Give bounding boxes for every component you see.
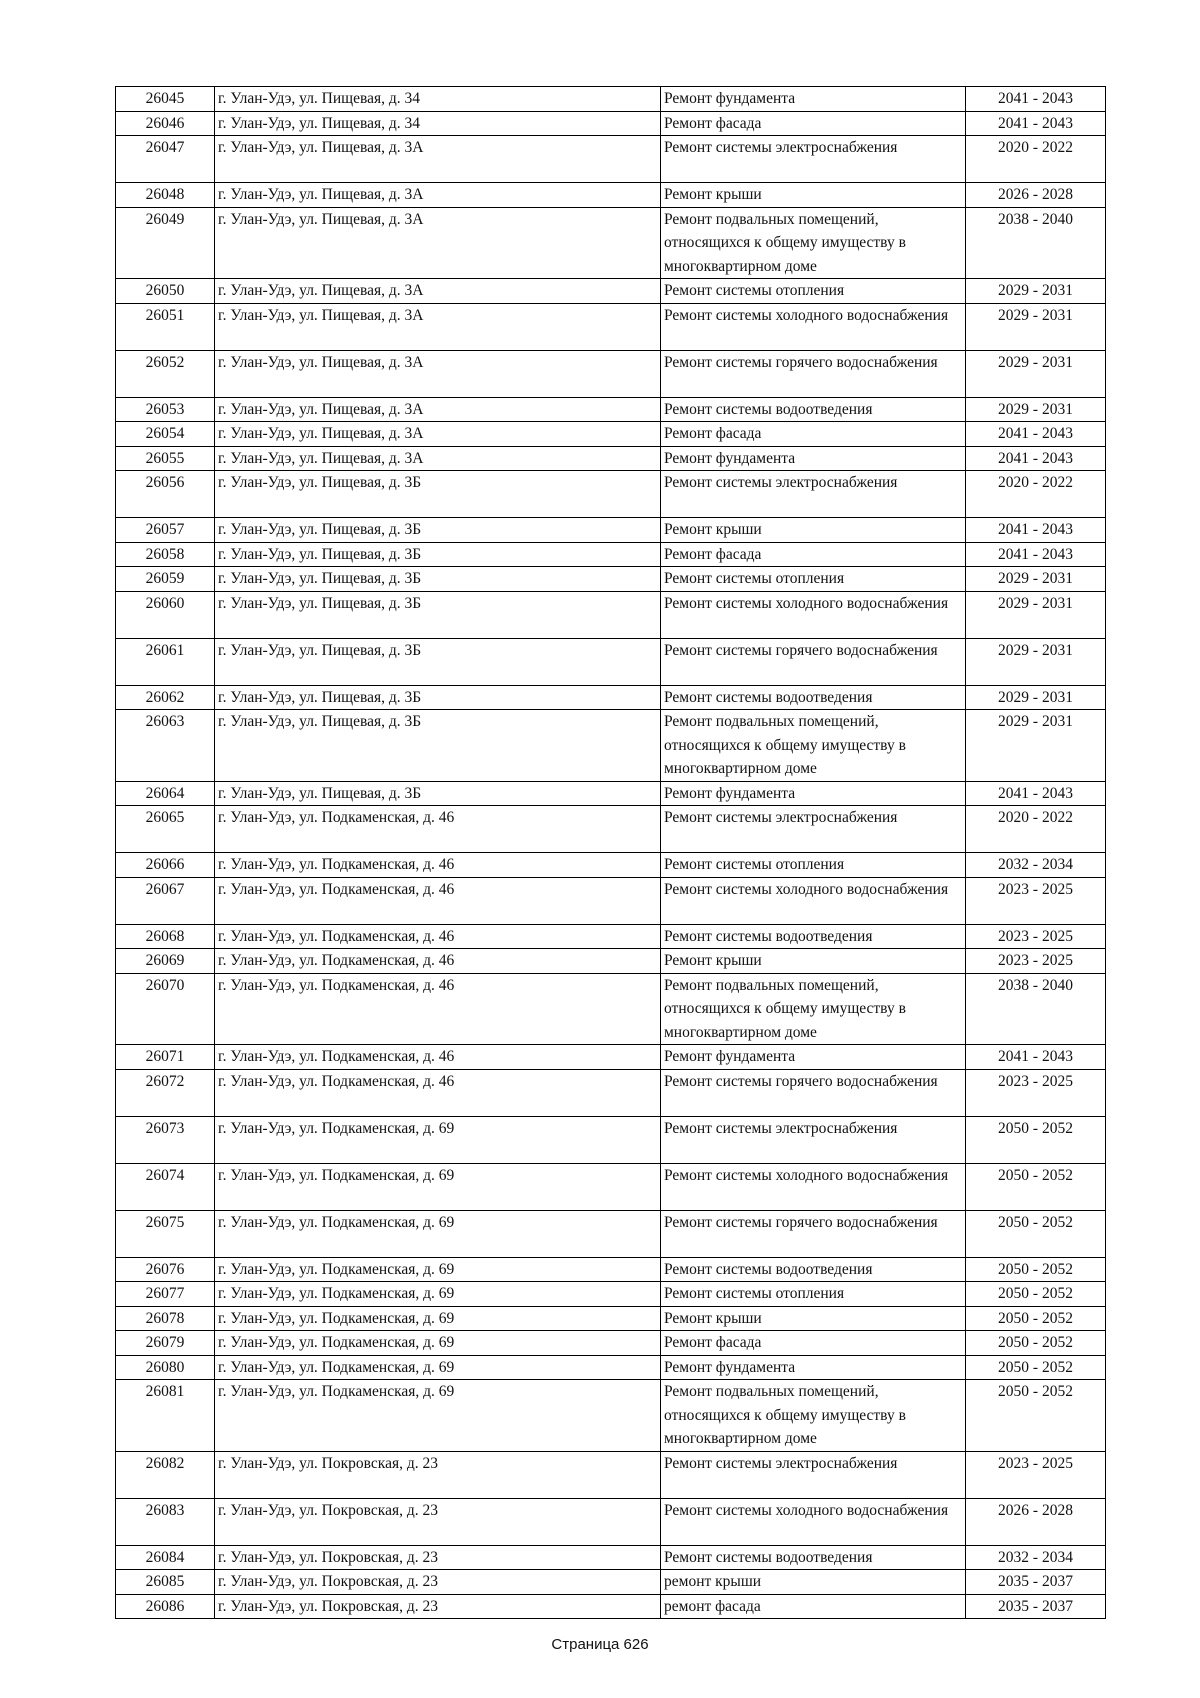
row-work-type: Ремонт подвальных помещений, относящихся к общему имуществу в многоквартирном доме	[661, 207, 966, 279]
row-work-type: Ремонт крыши	[661, 1306, 966, 1331]
table-row	[116, 207, 1106, 279]
row-period: 2023 - 2025	[966, 1451, 1106, 1498]
table-row	[116, 1257, 1106, 1282]
row-work-type: ремонт фасада	[661, 1594, 966, 1619]
row-period: 2029 - 2031	[966, 397, 1106, 422]
row-work-type: Ремонт системы электроснабжения	[661, 806, 966, 853]
row-number: 26054	[116, 422, 215, 447]
row-number: 26053	[116, 397, 215, 422]
table-row	[116, 1116, 1106, 1163]
table-row	[116, 973, 1106, 1045]
page-number: Страница 626	[551, 1636, 649, 1653]
table-row	[116, 1498, 1106, 1545]
row-work-type: Ремонт системы водоотведения	[661, 1545, 966, 1570]
row-number: 26084	[116, 1545, 215, 1570]
row-period: 2035 - 2037	[966, 1570, 1106, 1595]
table-row	[116, 1451, 1106, 1498]
row-period: 2038 - 2040	[966, 207, 1106, 279]
row-period: 2023 - 2025	[966, 1069, 1106, 1116]
row-period: 2050 - 2052	[966, 1282, 1106, 1307]
row-address: г. Улан-Удэ, ул. Покровская, д. 23	[215, 1451, 661, 1498]
row-address: г. Улан-Удэ, ул. Пищевая, д. 34	[215, 87, 661, 112]
row-address: г. Улан-Удэ, ул. Покровская, д. 23	[215, 1498, 661, 1545]
table-row	[116, 446, 1106, 471]
row-work-type: ремонт крыши	[661, 1570, 966, 1595]
row-number: 26050	[116, 279, 215, 304]
row-work-type: Ремонт системы горячего водоснабжения	[661, 638, 966, 685]
row-address: г. Улан-Удэ, ул. Подкаменская, д. 46	[215, 806, 661, 853]
table-row	[116, 806, 1106, 853]
table-row	[116, 422, 1106, 447]
table-row	[116, 853, 1106, 878]
row-address: г. Улан-Удэ, ул. Пищевая, д. 3А	[215, 350, 661, 397]
row-address: г. Улан-Удэ, ул. Подкаменская, д. 69	[215, 1163, 661, 1210]
table-row	[116, 303, 1106, 350]
row-period: 2029 - 2031	[966, 303, 1106, 350]
row-number: 26058	[116, 542, 215, 567]
row-work-type: Ремонт фундамента	[661, 781, 966, 806]
table-row	[116, 87, 1106, 112]
row-period: 2041 - 2043	[966, 446, 1106, 471]
row-address: г. Улан-Удэ, ул. Подкаменская, д. 69	[215, 1331, 661, 1356]
row-period: 2050 - 2052	[966, 1331, 1106, 1356]
row-address: г. Улан-Удэ, ул. Пищевая, д. 3Б	[215, 471, 661, 518]
row-period: 2029 - 2031	[966, 279, 1106, 304]
row-number: 26059	[116, 567, 215, 592]
table-row	[116, 781, 1106, 806]
row-period: 2023 - 2025	[966, 924, 1106, 949]
row-period: 2029 - 2031	[966, 710, 1106, 782]
row-work-type: Ремонт системы холодного водоснабжения	[661, 877, 966, 924]
row-period: 2029 - 2031	[966, 350, 1106, 397]
table-row	[116, 1545, 1106, 1570]
row-address: г. Улан-Удэ, ул. Пищевая, д. 3А	[215, 397, 661, 422]
row-period: 2032 - 2034	[966, 853, 1106, 878]
row-work-type: Ремонт системы горячего водоснабжения	[661, 1069, 966, 1116]
row-work-type: Ремонт фундамента	[661, 1355, 966, 1380]
table-row	[116, 1331, 1106, 1356]
row-period: 2050 - 2052	[966, 1355, 1106, 1380]
row-address: г. Улан-Удэ, ул. Пищевая, д. 3А	[215, 183, 661, 208]
row-number: 26051	[116, 303, 215, 350]
row-period: 2038 - 2040	[966, 973, 1106, 1045]
row-number: 26045	[116, 87, 215, 112]
table-row	[116, 1282, 1106, 1307]
row-period: 2050 - 2052	[966, 1116, 1106, 1163]
row-period: 2035 - 2037	[966, 1594, 1106, 1619]
row-period: 2029 - 2031	[966, 638, 1106, 685]
row-number: 26074	[116, 1163, 215, 1210]
row-address: г. Улан-Удэ, ул. Пищевая, д. 3А	[215, 279, 661, 304]
row-number: 26073	[116, 1116, 215, 1163]
table-row	[116, 638, 1106, 685]
row-work-type: Ремонт фундамента	[661, 1045, 966, 1070]
row-address: г. Улан-Удэ, ул. Подкаменская, д. 69	[215, 1380, 661, 1452]
row-address: г. Улан-Удэ, ул. Подкаменская, д. 69	[215, 1257, 661, 1282]
row-work-type: Ремонт крыши	[661, 183, 966, 208]
row-period: 2041 - 2043	[966, 781, 1106, 806]
row-address: г. Улан-Удэ, ул. Пищевая, д. 3А	[215, 207, 661, 279]
row-work-type: Ремонт подвальных помещений, относящихся к общему имуществу в многоквартирном доме	[661, 1380, 966, 1452]
row-address: г. Улан-Удэ, ул. Покровская, д. 23	[215, 1570, 661, 1595]
row-number: 26070	[116, 973, 215, 1045]
row-number: 26046	[116, 111, 215, 136]
table-row	[116, 685, 1106, 710]
row-work-type: Ремонт системы электроснабжения	[661, 1116, 966, 1163]
row-address: г. Улан-Удэ, ул. Подкаменская, д. 69	[215, 1210, 661, 1257]
row-address: г. Улан-Удэ, ул. Пищевая, д. 3Б	[215, 518, 661, 543]
table-row	[116, 877, 1106, 924]
row-period: 2026 - 2028	[966, 1498, 1106, 1545]
row-period: 2041 - 2043	[966, 518, 1106, 543]
table-row	[116, 1355, 1106, 1380]
row-work-type: Ремонт системы горячего водоснабжения	[661, 350, 966, 397]
row-period: 2041 - 2043	[966, 542, 1106, 567]
row-address: г. Улан-Удэ, ул. Пищевая, д. 3А	[215, 136, 661, 183]
row-address: г. Улан-Удэ, ул. Подкаменская, д. 46	[215, 1045, 661, 1070]
table-row	[116, 567, 1106, 592]
row-work-type: Ремонт подвальных помещений, относящихся к общему имуществу в многоквартирном доме	[661, 973, 966, 1045]
row-number: 26078	[116, 1306, 215, 1331]
row-period: 2050 - 2052	[966, 1380, 1106, 1452]
row-work-type: Ремонт фундамента	[661, 87, 966, 112]
row-number: 26072	[116, 1069, 215, 1116]
row-work-type: Ремонт системы холодного водоснабжения	[661, 1498, 966, 1545]
row-period: 2032 - 2034	[966, 1545, 1106, 1570]
table-row	[116, 350, 1106, 397]
row-period: 2050 - 2052	[966, 1257, 1106, 1282]
row-number: 26067	[116, 877, 215, 924]
table-row	[116, 1210, 1106, 1257]
row-address: г. Улан-Удэ, ул. Подкаменская, д. 69	[215, 1282, 661, 1307]
row-period: 2020 - 2022	[966, 136, 1106, 183]
row-number: 26049	[116, 207, 215, 279]
row-address: г. Улан-Удэ, ул. Пищевая, д. 3А	[215, 422, 661, 447]
row-number: 26063	[116, 710, 215, 782]
row-work-type: Ремонт системы холодного водоснабжения	[661, 1163, 966, 1210]
row-period: 2050 - 2052	[966, 1306, 1106, 1331]
row-number: 26080	[116, 1355, 215, 1380]
row-number: 26064	[116, 781, 215, 806]
table-row	[116, 183, 1106, 208]
row-address: г. Улан-Удэ, ул. Подкаменская, д. 46	[215, 949, 661, 974]
row-period: 2050 - 2052	[966, 1210, 1106, 1257]
table-body	[116, 87, 1106, 1619]
row-period: 2041 - 2043	[966, 1045, 1106, 1070]
row-number: 26079	[116, 1331, 215, 1356]
row-number: 26077	[116, 1282, 215, 1307]
row-number: 26060	[116, 591, 215, 638]
row-address: г. Улан-Удэ, ул. Пищевая, д. 3Б	[215, 710, 661, 782]
row-address: г. Улан-Удэ, ул. Подкаменская, д. 46	[215, 1069, 661, 1116]
row-address: г. Улан-Удэ, ул. Подкаменская, д. 69	[215, 1355, 661, 1380]
row-number: 26052	[116, 350, 215, 397]
row-work-type: Ремонт системы водоотведения	[661, 924, 966, 949]
row-work-type: Ремонт фасада	[661, 542, 966, 567]
row-address: г. Улан-Удэ, ул. Покровская, д. 23	[215, 1594, 661, 1619]
table-row	[116, 949, 1106, 974]
table-row	[116, 1069, 1106, 1116]
table-row	[116, 1163, 1106, 1210]
row-period: 2020 - 2022	[966, 471, 1106, 518]
row-work-type: Ремонт системы водоотведения	[661, 685, 966, 710]
row-number: 26075	[116, 1210, 215, 1257]
row-address: г. Улан-Удэ, ул. Пищевая, д. 3Б	[215, 591, 661, 638]
table-row	[116, 542, 1106, 567]
row-work-type: Ремонт системы электроснабжения	[661, 136, 966, 183]
row-period: 2041 - 2043	[966, 111, 1106, 136]
row-number: 26071	[116, 1045, 215, 1070]
row-period: 2050 - 2052	[966, 1163, 1106, 1210]
row-period: 2041 - 2043	[966, 87, 1106, 112]
table-row	[116, 924, 1106, 949]
table-row	[116, 710, 1106, 782]
row-number: 26081	[116, 1380, 215, 1452]
row-address: г. Улан-Удэ, ул. Пищевая, д. 34	[215, 111, 661, 136]
row-address: г. Улан-Удэ, ул. Подкаменская, д. 69	[215, 1116, 661, 1163]
row-work-type: Ремонт системы отопления	[661, 279, 966, 304]
row-address: г. Улан-Удэ, ул. Подкаменская, д. 69	[215, 1306, 661, 1331]
row-number: 26061	[116, 638, 215, 685]
row-work-type: Ремонт системы электроснабжения	[661, 471, 966, 518]
row-work-type: Ремонт крыши	[661, 518, 966, 543]
row-work-type: Ремонт фундамента	[661, 446, 966, 471]
row-number: 26048	[116, 183, 215, 208]
row-number: 26076	[116, 1257, 215, 1282]
row-work-type: Ремонт системы водоотведения	[661, 1257, 966, 1282]
table-row	[116, 591, 1106, 638]
table-row	[116, 1570, 1106, 1595]
table-row	[116, 518, 1106, 543]
row-period: 2023 - 2025	[966, 877, 1106, 924]
table-row	[116, 1306, 1106, 1331]
row-number: 26068	[116, 924, 215, 949]
row-period: 2029 - 2031	[966, 685, 1106, 710]
row-number: 26057	[116, 518, 215, 543]
row-work-type: Ремонт системы холодного водоснабжения	[661, 591, 966, 638]
row-number: 26055	[116, 446, 215, 471]
row-period: 2023 - 2025	[966, 949, 1106, 974]
row-address: г. Улан-Удэ, ул. Пищевая, д. 3Б	[215, 685, 661, 710]
row-work-type: Ремонт фасада	[661, 1331, 966, 1356]
table-row	[116, 279, 1106, 304]
row-address: г. Улан-Удэ, ул. Пищевая, д. 3Б	[215, 638, 661, 685]
table-row	[116, 471, 1106, 518]
row-address: г. Улан-Удэ, ул. Пищевая, д. 3Б	[215, 542, 661, 567]
table-row	[116, 1380, 1106, 1452]
row-number: 26062	[116, 685, 215, 710]
row-address: г. Улан-Удэ, ул. Подкаменская, д. 46	[215, 924, 661, 949]
row-number: 26086	[116, 1594, 215, 1619]
row-work-type: Ремонт подвальных помещений, относящихся к общему имуществу в многоквартирном доме	[661, 710, 966, 782]
row-work-type: Ремонт системы водоотведения	[661, 397, 966, 422]
row-work-type: Ремонт фасада	[661, 111, 966, 136]
row-work-type: Ремонт системы электроснабжения	[661, 1451, 966, 1498]
row-address: г. Улан-Удэ, ул. Пищевая, д. 3Б	[215, 781, 661, 806]
row-work-type: Ремонт фасада	[661, 422, 966, 447]
row-number: 26082	[116, 1451, 215, 1498]
row-period: 2020 - 2022	[966, 806, 1106, 853]
row-number: 26065	[116, 806, 215, 853]
row-number: 26056	[116, 471, 215, 518]
table-row	[116, 1594, 1106, 1619]
row-work-type: Ремонт системы горячего водоснабжения	[661, 1210, 966, 1257]
row-period: 2029 - 2031	[966, 567, 1106, 592]
row-period: 2029 - 2031	[966, 591, 1106, 638]
row-address: г. Улан-Удэ, ул. Покровская, д. 23	[215, 1545, 661, 1570]
row-address: г. Улан-Удэ, ул. Пищевая, д. 3Б	[215, 567, 661, 592]
row-period: 2026 - 2028	[966, 183, 1106, 208]
row-number: 26047	[116, 136, 215, 183]
row-number: 26083	[116, 1498, 215, 1545]
row-number: 26085	[116, 1570, 215, 1595]
row-address: г. Улан-Удэ, ул. Подкаменская, д. 46	[215, 853, 661, 878]
repair-schedule-table	[115, 86, 1106, 1619]
row-work-type: Ремонт крыши	[661, 949, 966, 974]
row-period: 2041 - 2043	[966, 422, 1106, 447]
row-address: г. Улан-Удэ, ул. Подкаменская, д. 46	[215, 973, 661, 1045]
row-address: г. Улан-Удэ, ул. Пищевая, д. 3А	[215, 303, 661, 350]
row-work-type: Ремонт системы отопления	[661, 567, 966, 592]
row-address: г. Улан-Удэ, ул. Подкаменская, д. 46	[215, 877, 661, 924]
table-row	[116, 111, 1106, 136]
row-number: 26069	[116, 949, 215, 974]
row-work-type: Ремонт системы отопления	[661, 853, 966, 878]
row-work-type: Ремонт системы холодного водоснабжения	[661, 303, 966, 350]
row-number: 26066	[116, 853, 215, 878]
table-row	[116, 136, 1106, 183]
table-row	[116, 1045, 1106, 1070]
table-row	[116, 397, 1106, 422]
row-work-type: Ремонт системы отопления	[661, 1282, 966, 1307]
row-address: г. Улан-Удэ, ул. Пищевая, д. 3А	[215, 446, 661, 471]
